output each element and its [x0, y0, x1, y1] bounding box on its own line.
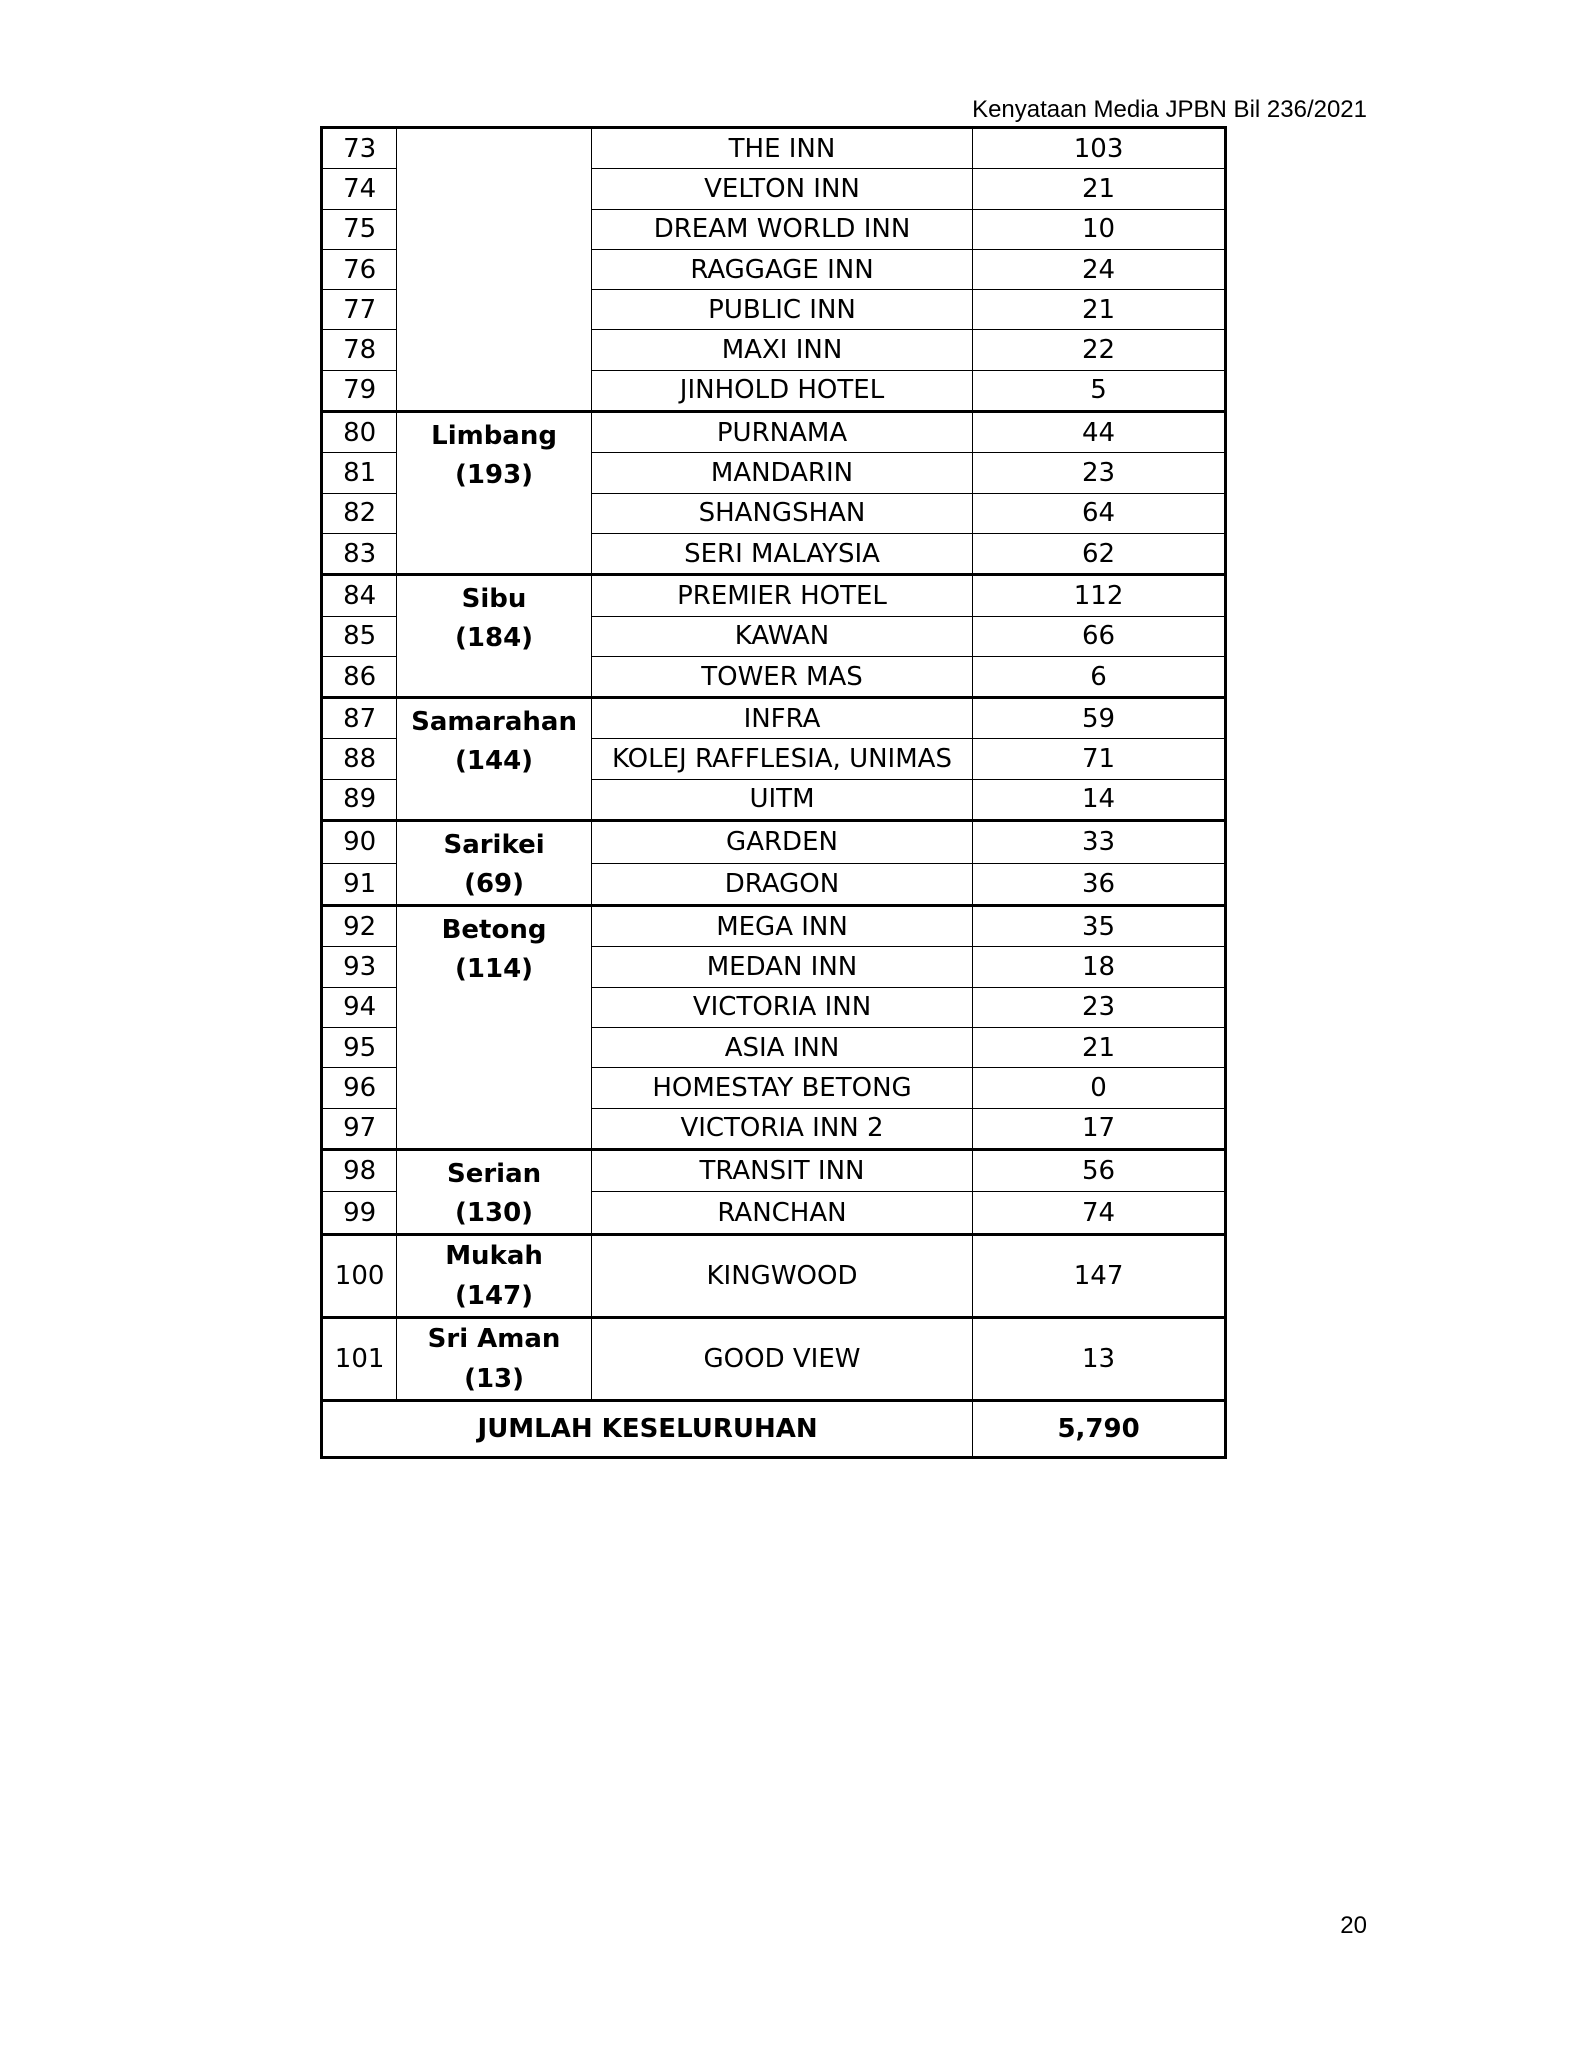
hotel-count-cell: 21: [973, 1027, 1226, 1067]
table-row: [322, 1234, 1226, 1317]
hotel-name-cell: SHANGSHAN: [591, 493, 972, 533]
hotel-name-cell: PUBLIC INN: [591, 290, 972, 330]
row-number-cell: 81: [322, 453, 397, 493]
hotel-count-cell: 21: [973, 169, 1226, 209]
row-number-cell: 99: [322, 1192, 397, 1235]
district-name: Serian: [446, 1158, 542, 1189]
district-name: Sri Aman: [427, 1323, 561, 1354]
table-row: [322, 821, 1226, 864]
hotel-count-cell: 13: [973, 1317, 1226, 1400]
hotel-count-cell: 33: [973, 821, 1226, 864]
hotel-count-cell: 74: [973, 1192, 1226, 1235]
district-count: (13): [464, 1363, 525, 1394]
district-cell: [397, 1317, 592, 1400]
hotel-name-cell: INFRA: [591, 698, 972, 739]
hotel-count-cell: 0: [973, 1068, 1226, 1108]
row-number-cell: 87: [322, 698, 397, 739]
district-cell: [397, 128, 592, 412]
district-count: (69): [464, 869, 525, 900]
district-cell: [397, 412, 592, 575]
hotel-name-cell: HOMESTAY BETONG: [591, 1068, 972, 1108]
row-number-cell: 80: [322, 412, 397, 453]
hotel-name-cell: KOLEJ RAFFLESIA, UNIMAS: [591, 739, 972, 779]
hotel-count-cell: 103: [973, 128, 1226, 169]
district-cell: [397, 1234, 592, 1317]
hotel-count-cell: 10: [973, 209, 1226, 249]
hotel-name-cell: TRANSIT INN: [591, 1149, 972, 1192]
district-count: (147): [455, 1280, 534, 1311]
hotel-name-cell: MEDAN INN: [591, 947, 972, 987]
table-row: [322, 1317, 1226, 1400]
hotel-count-cell: 44: [973, 412, 1226, 453]
hotel-name-cell: THE INN: [591, 128, 972, 169]
row-number-cell: 83: [322, 533, 397, 574]
hotel-count-cell: 14: [973, 779, 1226, 820]
row-number-cell: 93: [322, 947, 397, 987]
hotel-name-cell: GARDEN: [591, 821, 972, 864]
hotel-name-cell: TOWER MAS: [591, 656, 972, 697]
row-number-cell: 82: [322, 493, 397, 533]
district-cell: [397, 1149, 592, 1234]
hotel-count-cell: 36: [973, 863, 1226, 906]
table-row: [322, 698, 1226, 739]
hotel-count-cell: 24: [973, 249, 1226, 289]
hotel-count-cell: 5: [973, 370, 1226, 411]
district-count: (144): [455, 746, 534, 777]
hotel-name-cell: VICTORIA INN 2: [591, 1108, 972, 1149]
district-name: Sibu: [461, 584, 527, 615]
hotel-name-cell: JINHOLD HOTEL: [591, 370, 972, 411]
hotel-count-cell: 23: [973, 987, 1226, 1027]
hotel-name-cell: ASIA INN: [591, 1027, 972, 1067]
hotel-name-cell: KINGWOOD: [591, 1234, 972, 1317]
hotel-name-cell: VICTORIA INN: [591, 987, 972, 1027]
row-number-cell: 91: [322, 863, 397, 906]
row-number-cell: 75: [322, 209, 397, 249]
hotel-name-cell: DREAM WORLD INN: [591, 209, 972, 249]
district-name: Betong: [441, 915, 547, 946]
row-number-cell: 89: [322, 779, 397, 820]
row-number-cell: 92: [322, 906, 397, 947]
district-cell: [397, 575, 592, 698]
district-name: Mukah: [445, 1240, 543, 1271]
district-name: Sarikei: [443, 830, 545, 861]
row-number-cell: 98: [322, 1149, 397, 1192]
hotel-name-cell: GOOD VIEW: [591, 1317, 972, 1400]
row-number-cell: 101: [322, 1317, 397, 1400]
hotel-count-cell: 22: [973, 330, 1226, 370]
hotel-name-cell: SERI MALAYSIA: [591, 533, 972, 574]
hotel-count-cell: 71: [973, 739, 1226, 779]
page-number: 20: [1340, 1912, 1367, 1939]
row-number-cell: 97: [322, 1108, 397, 1149]
total-row: [322, 1400, 1226, 1457]
hotel-count-cell: 64: [973, 493, 1226, 533]
hotel-count-cell: 62: [973, 533, 1226, 574]
total-value-cell: 5,790: [973, 1400, 1226, 1457]
table-row: [322, 1149, 1226, 1192]
hotel-count-cell: 59: [973, 698, 1226, 739]
hotel-count-cell: 56: [973, 1149, 1226, 1192]
row-number-cell: 79: [322, 370, 397, 411]
hotel-name-cell: DRAGON: [591, 863, 972, 906]
hotel-count-cell: 23: [973, 453, 1226, 493]
hotel-quarantine-table: [320, 126, 1227, 1459]
hotel-name-cell: MANDARIN: [591, 453, 972, 493]
row-number-cell: 90: [322, 821, 397, 864]
row-number-cell: 77: [322, 290, 397, 330]
district-count: (130): [455, 1197, 534, 1228]
district-cell: [397, 821, 592, 906]
table-row: [322, 575, 1226, 616]
hotel-name-cell: MEGA INN: [591, 906, 972, 947]
hotel-count-cell: 112: [973, 575, 1226, 616]
row-number-cell: 76: [322, 249, 397, 289]
row-number-cell: 74: [322, 169, 397, 209]
hotel-name-cell: PURNAMA: [591, 412, 972, 453]
district-count: (193): [455, 460, 534, 491]
hotel-name-cell: RAGGAGE INN: [591, 249, 972, 289]
table-row: [322, 128, 1226, 169]
hotel-name-cell: UITM: [591, 779, 972, 820]
row-number-cell: 73: [322, 128, 397, 169]
district-count: (184): [455, 623, 534, 654]
hotel-count-cell: 21: [973, 290, 1226, 330]
document-header: Kenyataan Media JPBN Bil 236/2021: [972, 96, 1367, 123]
hotel-name-cell: MAXI INN: [591, 330, 972, 370]
district-count: (114): [455, 954, 534, 985]
district-name: Limbang: [431, 421, 557, 452]
hotel-count-cell: 6: [973, 656, 1226, 697]
hotel-name-cell: KAWAN: [591, 616, 972, 656]
hotel-name-cell: RANCHAN: [591, 1192, 972, 1235]
district-cell: [397, 698, 592, 821]
hotel-count-cell: 147: [973, 1234, 1226, 1317]
table-body: [322, 128, 1226, 1458]
row-number-cell: 85: [322, 616, 397, 656]
row-number-cell: 100: [322, 1234, 397, 1317]
row-number-cell: 84: [322, 575, 397, 616]
table-row: [322, 906, 1226, 947]
row-number-cell: 95: [322, 1027, 397, 1067]
row-number-cell: 86: [322, 656, 397, 697]
hotel-count-cell: 66: [973, 616, 1226, 656]
district-cell: [397, 906, 592, 1150]
row-number-cell: 94: [322, 987, 397, 1027]
hotel-name-cell: PREMIER HOTEL: [591, 575, 972, 616]
row-number-cell: 96: [322, 1068, 397, 1108]
row-number-cell: 88: [322, 739, 397, 779]
row-number-cell: 78: [322, 330, 397, 370]
total-label-cell: JUMLAH KESELURUHAN: [322, 1400, 973, 1457]
hotel-count-cell: 35: [973, 906, 1226, 947]
hotel-name-cell: VELTON INN: [591, 169, 972, 209]
district-name: Samarahan: [411, 707, 577, 738]
hotel-count-cell: 18: [973, 947, 1226, 987]
hotel-count-cell: 17: [973, 1108, 1226, 1149]
table-row: [322, 412, 1226, 453]
